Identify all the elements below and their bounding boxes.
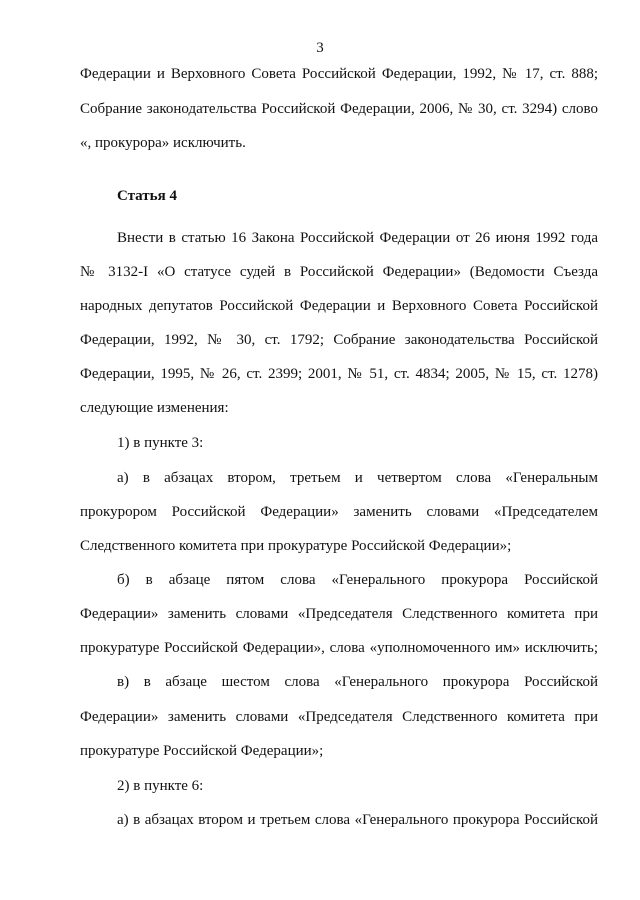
page-number: 3 (316, 40, 324, 56)
text-line: Федерации и Верховного Совета Российской Федерации, 1992, № 17, ст. 888; (80, 66, 598, 82)
text-line: Федерации, 1992, № 30, ст. 1792; Собрание законодательства Российской (80, 332, 598, 348)
text-line: 2) в пункте 6: (117, 778, 204, 794)
text-line: «, прокурора» исключить. (80, 135, 246, 151)
text-line: б) в абзаце пятом слова «Генерального прокурора Российской (117, 572, 598, 588)
text-line: а) в абзацах втором, третьем и четвертом слова «Генеральным (117, 470, 598, 486)
text-line: Федерации» заменить словами «Председателя Следственного комитета при (80, 606, 598, 622)
text-line: прокуратуре Российской Федерации», слова «уполномоченного им» исключить; (80, 640, 598, 656)
text-line: а) в абзацах втором и третьем слова «Генерального прокурора Российской (117, 812, 598, 828)
text-line: Федерации, 1995, № 26, ст. 2399; 2001, № 51, ст. 4834; 2005, № 15, ст. 1278) (80, 366, 598, 382)
text-line: прокурором Российской Федерации» заменить словами «Председателем (80, 504, 598, 520)
text-line: Внести в статью 16 Закона Российской Федерации от 26 июня 1992 года (117, 230, 598, 246)
text-line: Собрание законодательства Российской Федерации, 2006, № 30, ст. 3294) слово (80, 101, 598, 117)
article-heading: Статья 4 (117, 188, 177, 204)
text-line: Следственного комитета при прокуратуре Российской Федерации»; (80, 538, 512, 554)
text-line: Федерации» заменить словами «Председателя Следственного комитета при (80, 709, 598, 725)
text-line: народных депутатов Российской Федерации и Верховного Совета Российской (80, 298, 598, 314)
text-line: прокуратуре Российской Федерации»; (80, 743, 324, 759)
text-line: 1) в пункте 3: (117, 435, 204, 451)
text-line: следующие изменения: (80, 400, 229, 416)
text-line: № 3132-I «О статусе судей в Российской Федерации» (Ведомости Съезда (80, 264, 598, 280)
text-line: в) в абзаце шестом слова «Генерального прокурора Российской (117, 674, 598, 690)
